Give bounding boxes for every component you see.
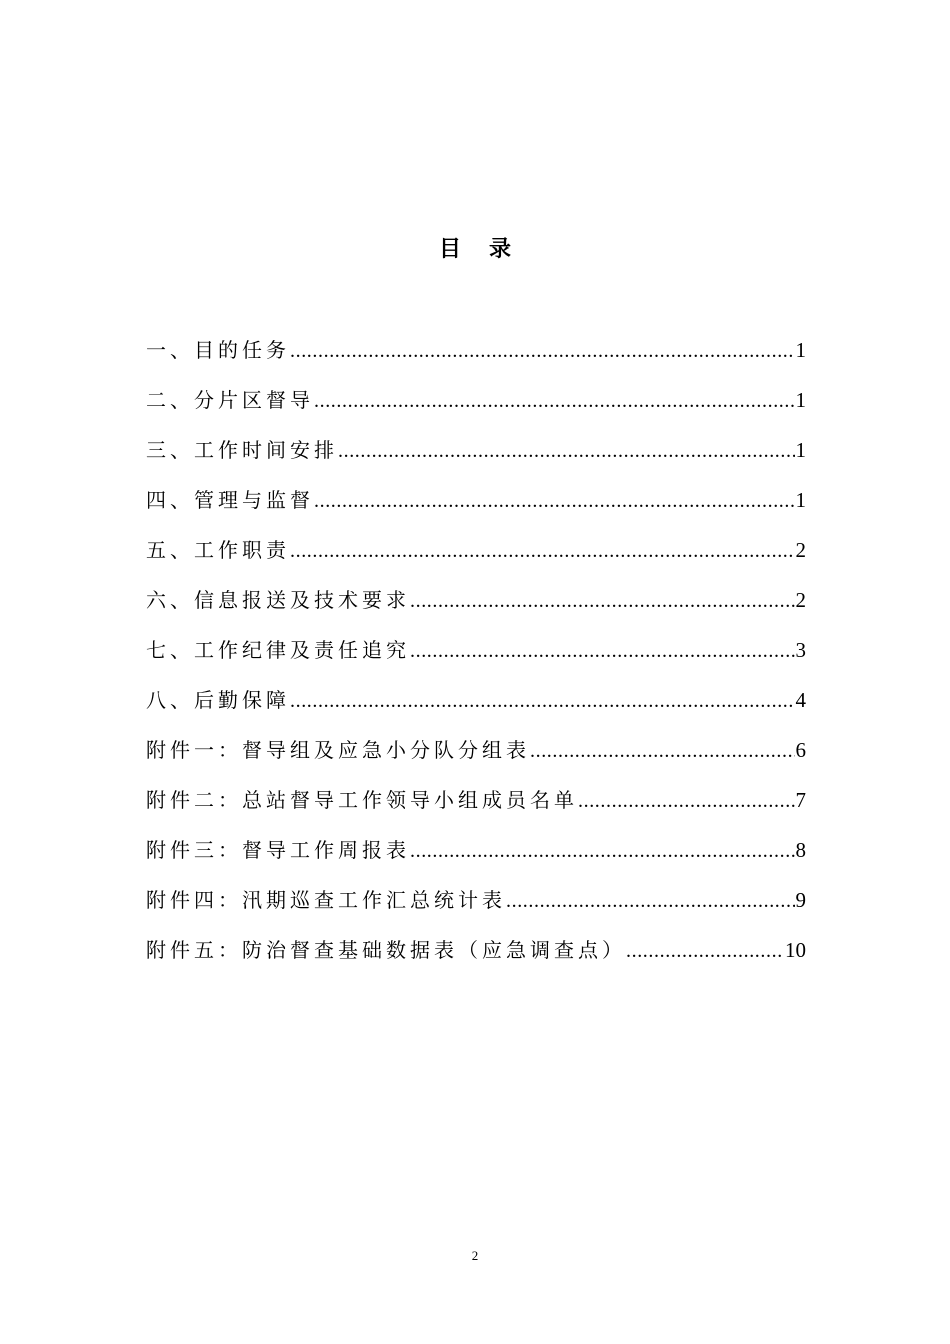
toc-entry-label: 附件三：督导工作周报表 [146,838,410,862]
toc-list [146,332,806,982]
toc-entry-label: 附件一：督导组及应急小分队分组表 [146,738,530,762]
toc-entry-page: 7 [795,788,806,812]
toc-entry-page: 3 [795,638,806,662]
toc-entry-page: 8 [795,838,806,862]
toc-entry[interactable] [146,832,806,882]
toc-dot-leader [578,783,795,819]
toc-entry[interactable] [146,382,806,432]
toc-entry-page: 2 [795,538,806,562]
toc-dot-leader [410,633,795,669]
toc-entry-label: 三、工作时间安排 [146,438,338,462]
toc-entry-page: 10 [785,938,806,962]
toc-dot-leader [338,433,795,469]
toc-entry-page: 1 [795,488,806,512]
toc-dot-leader [290,533,795,569]
toc-entry-label: 七、工作纪律及责任追究 [146,638,410,662]
toc-entry-page: 2 [795,588,806,612]
toc-entry-page: 6 [795,738,806,762]
toc-entry[interactable] [146,732,806,782]
toc-dot-leader [290,333,795,369]
toc-title: 目录 [438,237,539,262]
toc-entry-page: 9 [795,888,806,912]
toc-dot-leader [626,933,784,969]
toc-entry-label: 附件五：防治督查基础数据表（应急调查点） [146,938,626,962]
toc-entry[interactable] [146,432,806,482]
toc-entry-label: 五、工作职责 [146,538,290,562]
toc-dot-leader [410,833,795,869]
toc-dot-leader [530,733,795,769]
toc-entry-label: 六、信息报送及技术要求 [146,588,410,612]
toc-entry-label: 附件四：汛期巡查工作汇总统计表 [146,888,506,912]
toc-entry-label: 二、分片区督导 [146,388,314,412]
toc-entry-label: 八、后勤保障 [146,688,290,712]
toc-entry[interactable] [146,332,806,382]
toc-dot-leader [314,483,795,519]
toc-dot-leader [410,583,795,619]
footer-page-number: 2 [471,1248,479,1263]
toc-dot-leader [506,883,795,919]
toc-entry[interactable] [146,782,806,832]
toc-entry-label: 附件二：总站督导工作领导小组成员名单 [146,788,578,812]
toc-entry[interactable] [146,482,806,532]
toc-entry-page: 4 [795,688,806,712]
toc-entry-page: 1 [795,338,806,362]
toc-dot-leader [290,683,795,719]
toc-dot-leader [314,383,795,419]
toc-entry[interactable] [146,532,806,582]
toc-entry[interactable] [146,582,806,632]
toc-entry-page: 1 [795,438,806,462]
toc-entry-page: 1 [795,388,806,412]
toc-entry[interactable] [146,682,806,732]
toc-entry-label: 四、管理与监督 [146,488,314,512]
toc-entry[interactable] [146,932,806,982]
toc-entry-label: 一、目的任务 [146,338,290,362]
toc-entry[interactable] [146,882,806,932]
toc-entry[interactable] [146,632,806,682]
